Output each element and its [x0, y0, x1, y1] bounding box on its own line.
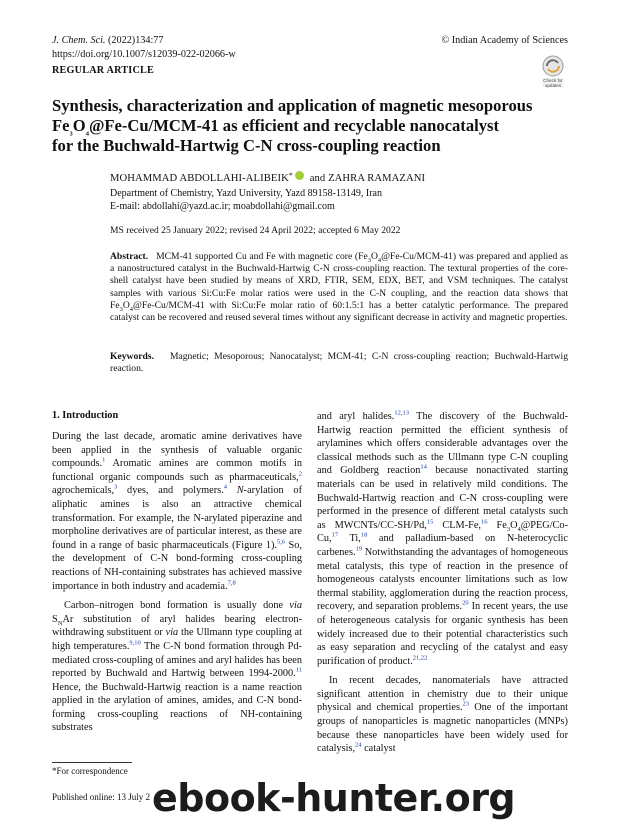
- citation[interactable]: 23: [462, 701, 470, 709]
- title-line-1: Synthesis, characterization and application of magnetic mesoporous: [52, 96, 533, 115]
- author-2[interactable]: ZAHRA RAMAZANI: [328, 173, 426, 184]
- intro-paragraph-2-cont: and aryl halides.$^{12,13}$ The discovery of the Buchwald-Hartwig reaction permitted the efficient synthesis of arylamines which offers considerable advantages over the classical methods such as the Ullmann type C-N coupling and Goldberg reaction$^{14}$ because nonactivated starting materials can be used in relatively mild conditions. The Buchwald-Hartwig reaction and C-N cross-coupling were performed in the presence of different metal catalysts such as MWCNTs/CC-SH/Pd,$^{15}$ CLM-Fe,$^{16}$ $Fe_3O_4@PEG/Co-Cu,^{17}$ Ti,$^{18}$ and palladium-based on N-heterocyclic carbenes.$^{19}$ Notwithstanding the advantages of homogeneous metal catalysts, this type of reaction in the presence of homogeneous catalysts encounter limitations such as low thermal stability, agglomeration during the reaction process, recovery, and separation problems.$^{20}$ In recent years, the use of heterogeneous catalysis for organic synthesis has been widely increased due to their potential characteristics such as easy separation and recycling of the catalyst and easy purification of product.$^{21,22}$: [317, 409, 569, 667]
- citation[interactable]: 24: [355, 741, 362, 749]
- received-dates: MS received 25 January 2022; revised 24 April 2022; accepted 6 May 2022: [110, 225, 401, 236]
- author-conjunction: and: [309, 173, 326, 184]
- published-date: Published online: 13 July 2: [52, 792, 151, 802]
- section-heading-introduction: 1. Introduction: [52, 410, 119, 421]
- citation[interactable]: 9,10: [129, 639, 141, 647]
- citation[interactable]: 14: [420, 463, 427, 471]
- doi-link[interactable]: https://doi.org/10.1007/s12039-022-02066-w: [52, 49, 236, 60]
- citation[interactable]: 1: [102, 456, 106, 464]
- department: Department of Chemistry, Yazd University, Yazd 89158-13149, Iran: [110, 188, 382, 199]
- citation[interactable]: 17: [331, 531, 339, 539]
- check-updates-badge[interactable]: [538, 54, 568, 88]
- citation[interactable]: 12,13: [394, 409, 409, 417]
- publisher-notice: © Indian Academy of Sciences: [441, 35, 568, 46]
- citation[interactable]: 11: [295, 666, 302, 674]
- article-type: REGULAR ARTICLE: [52, 65, 154, 76]
- affiliation: [110, 187, 382, 213]
- keywords-label: Keywords.: [110, 351, 154, 362]
- keywords: Keywords. Magnetic; Mesoporous; Nanocatalyst; MCM-41; C-N cross-coupling reaction; Buchwald-Hartwig reaction.: [110, 351, 568, 375]
- article-title: [52, 96, 572, 157]
- author-list: [110, 171, 425, 184]
- author-1[interactable]: MOHAMMAD ABDOLLAHI-ALIBEIK: [110, 173, 289, 184]
- citation[interactable]: 16: [481, 518, 488, 526]
- footnote-divider: [52, 762, 132, 763]
- title-line-2: $Fe_3O_4@Fe-Cu/MCM-41$ as efficient and recyclable nanocatalyst: [52, 116, 500, 138]
- citation[interactable]: 3: [114, 483, 118, 491]
- right-column: [317, 410, 568, 756]
- left-column: [52, 430, 302, 735]
- title-line-3: for the Buchwald-Hartwig C-N cross-coupling reaction: [52, 136, 441, 156]
- citation[interactable]: 5,6: [277, 538, 286, 546]
- citation[interactable]: 18: [360, 531, 368, 539]
- footnote: *For correspondence: [52, 766, 128, 776]
- citation[interactable]: 15: [426, 518, 434, 526]
- email[interactable]: E-mail: abdollahi@yazd.ac.ir; moabdollahi@gmail.com: [110, 201, 335, 212]
- intro-paragraph-2: Carbon–nitrogen bond formation is usually done via $S_NAr$ substitution of aryl halides bearing electron-withdrawing substituent or via the Ullmann type coupling at high temperatures.$^{9,10}$ The C-N bond formation through Pd-mediated cross-coupling of amines and aryl halides has been reported by Buchwald and Hartwig between 1994-2000.11 Hence, the Buchwald-Hartwig reaction is a name reaction applied in the arylation of amines, amides, and C-N bond-forming cross-coupling reactions of NH-containing substrates: [52, 600, 302, 734]
- citation[interactable]: 19: [355, 545, 363, 553]
- intro-paragraph-3: In recent decades, nanomaterials have attracted significant attention in chemistry due to their unique physical and chemical properties.$^{23}$ One of the important groups of nanoparticles is magnetic nanoparticles (MNPs) because these nanoparticles have been widely used for catalysis,$^{24}$ catalyst: [317, 675, 568, 755]
- citation[interactable]: 20: [462, 599, 469, 607]
- journal-citation: J. Chem. Sci. (2022)134:77: [52, 35, 164, 46]
- intro-paragraph-1: During the last decade, aromatic amine derivatives have been applied in the synthesis of valuable organic compounds.$^1$ Aromatic amines are common motifs in functional organic compounds such as pharmaceuticals,$^2$ agrochemicals,$^3$ dyes, and polymers.$^4$ N-arylation of aliphatic amines is also an attractive chemical transformation. For example, the N-arylated piperazine and morpholine derivatives are of particular interest, as these are found in a range of basic pharmaceuticals (Figure 1).$^{5,6}$ So, the development of C-N bond-forming cross-coupling reactions of NH-containing substrates has achieved massive importance in both industry and academia.$^{7,8}$: [52, 431, 303, 592]
- citation[interactable]: 21,22: [412, 654, 428, 662]
- abstract-label: Abstract.: [110, 251, 149, 262]
- watermark: ebook-hunter.org: [152, 776, 516, 820]
- abstract: Abstract. MCM-41 supported Cu and Fe with magnetic core $(Fe_3O_4@Fe-Cu/MCM-41)$ was prepared and applied as a nanostructured catalyst in the Buchwald-Hartwig C-N cross-coupling reaction. The textural properties of the core-shell catalyst have been studied by means of XRD, FTIR, SEM, EDX, BET, and VSM techniques. The catalyst samples with various Si:Cu:Fe molar ratios were used in the C-N coupling, and the reaction data shows that $Fe_3O_4@Fe-Cu/MCM-41$ with Si:Cu:Fe molar ratio of 60:1.5:1 has a better catalytic performance. The prepared catalyst can be recovered and reused several times without any significant decrease in activity and magnetic properties.: [110, 251, 568, 324]
- orcid-icon[interactable]: [295, 171, 304, 180]
- check-updates-label: Check for updates: [543, 78, 563, 88]
- citation[interactable]: 2: [298, 470, 302, 478]
- corresponding-mark: *: [288, 171, 293, 180]
- citation[interactable]: 7,8: [227, 579, 236, 587]
- citation[interactable]: 4: [223, 483, 228, 491]
